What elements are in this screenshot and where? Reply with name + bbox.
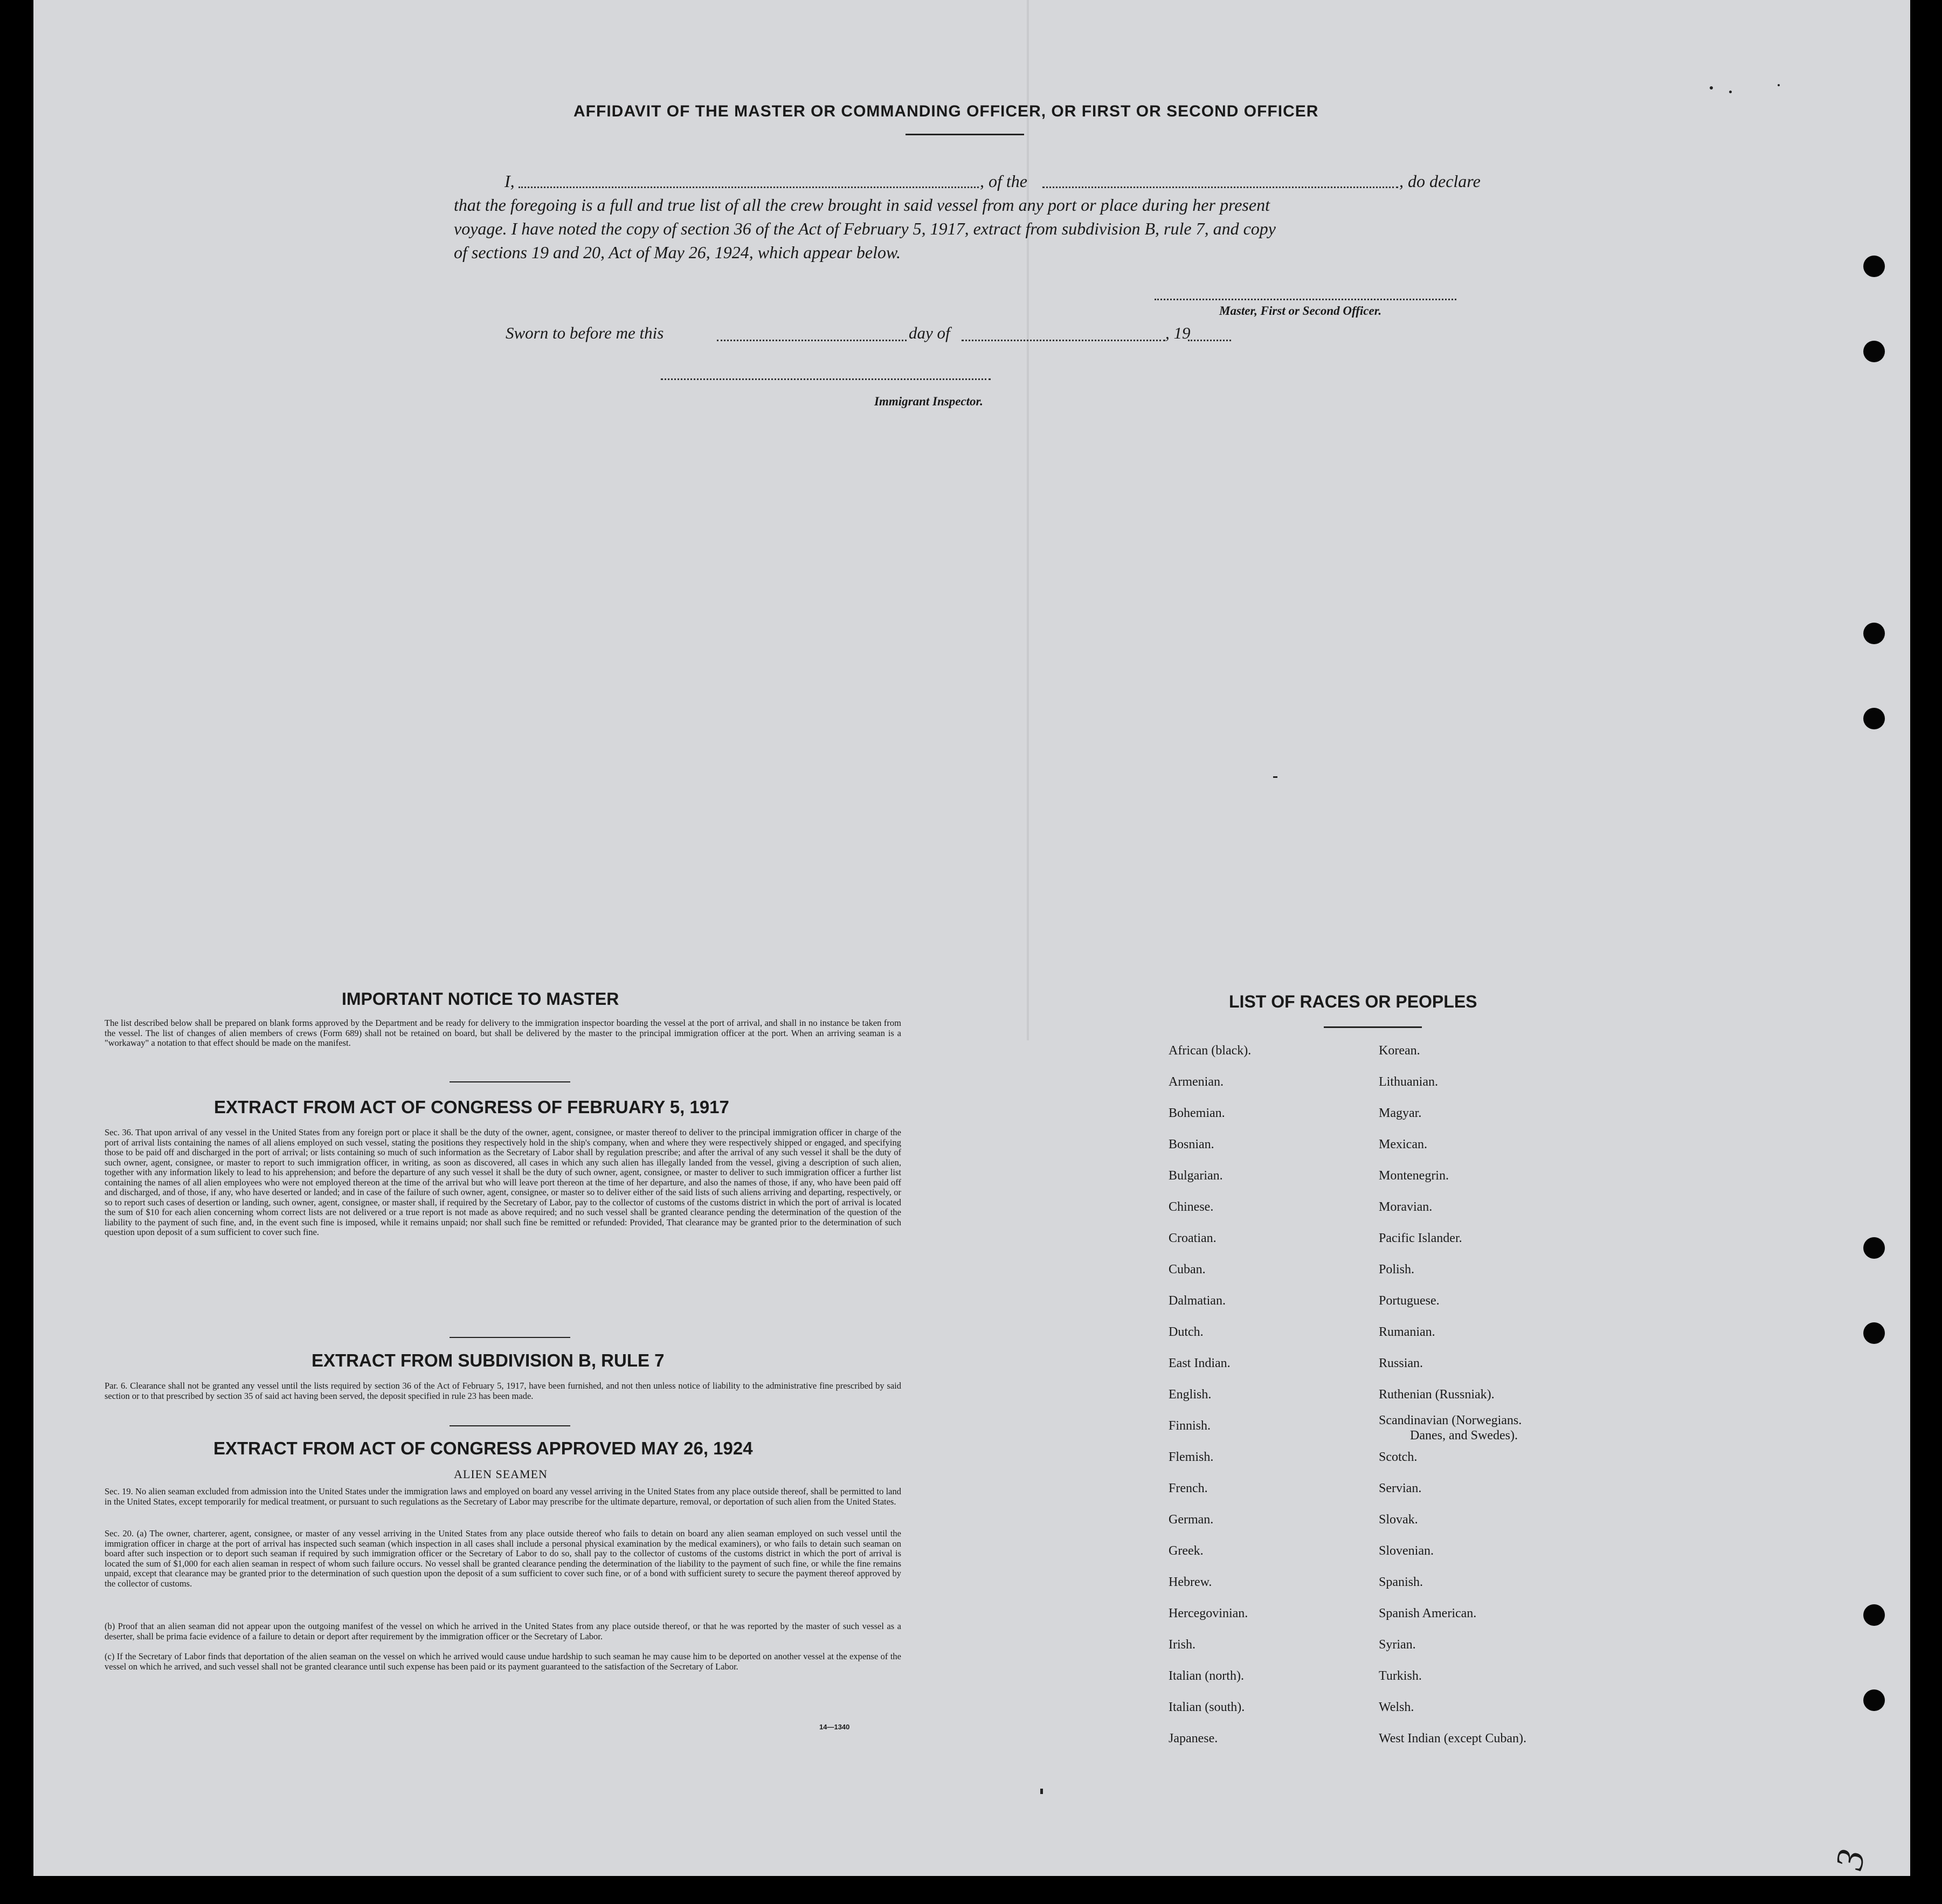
vessel-blank-field[interactable] bbox=[1042, 187, 1398, 188]
race-item: Slovenian. bbox=[1379, 1544, 1434, 1558]
race-item: Magyar. bbox=[1379, 1106, 1422, 1120]
signature-blank-field[interactable] bbox=[1155, 299, 1456, 300]
handwritten-page-number: 3 bbox=[1827, 1846, 1874, 1873]
section-divider bbox=[450, 1337, 570, 1338]
affidavit-title: AFFIDAVIT OF THE MASTER OR COMMANDING OFFICER, OR FIRST OR SECOND OFFICER bbox=[573, 102, 1319, 120]
race-item: Dutch. bbox=[1169, 1325, 1204, 1339]
notice-title: IMPORTANT NOTICE TO MASTER bbox=[342, 989, 619, 1009]
alien-seamen-subtitle: ALIEN SEAMEN bbox=[454, 1467, 548, 1481]
extract-1924-sec20b: (b) Proof that an alien seaman did not appear upon the outgoing manifest of the vessel on which he arrived in the United States from any place outside thereof, or that he was reported by the master of such vessel as a deserter, shall be prima facie evidence of a failure to detain or deport after requirement by the immigration officer or the Secretary of Labor. bbox=[105, 1621, 901, 1641]
race-item: Cuban. bbox=[1169, 1263, 1206, 1277]
race-item: Spanish. bbox=[1379, 1575, 1423, 1589]
ink-speck bbox=[1778, 84, 1780, 86]
extract-1924-sec20a: Sec. 20. (a) The owner, charterer, agent, consignee, or master of any vessel arriving in the United States from any place outside thereof who fails to detain on board any alien seaman employed on such vessel until the immigration officer in charge at the port of arrival has inspected such seaman (which inspection in all cases shall include a personal physical examination by the medical examiners), or who fails to detain such seaman on board after such inspection or to deport such seaman if required by such immigration officer or the Secretary of Labor to do so, shall pay to the collector of customs of the customs district in which the port of arrival is located the sum of $1,000 for each alien seaman in respect of whom such failure occurs. No vessel shall be granted clearance pending the determination of the liability to the payment of such fine, or while the fine remains unpaid, except that clearance may be granted prior to the determination of such question upon the deposit of a sum sufficient to cover such fine, or of a bond with sufficient surety to secure the payment thereof approved by the collector of customs. bbox=[105, 1528, 901, 1589]
binder-hole bbox=[1863, 1604, 1885, 1626]
race-item: Slovak. bbox=[1379, 1513, 1418, 1527]
race-item: Montenegrin. bbox=[1379, 1169, 1449, 1183]
extract-rule7-text: Par. 6. Clearance shall not be granted any vessel until the lists required by section 36 of the Act of February 5, 1917, have been furnished, and not then unless notice of liability to the administrative fine prescribed by said section or to that prescribed by section 35 of said act having been served, the deposit specified in rule 23 has been made. bbox=[105, 1381, 901, 1401]
form-sheet bbox=[33, 0, 1910, 1876]
binder-hole bbox=[1863, 1237, 1885, 1259]
inspector-label: Immigrant Inspector. bbox=[874, 395, 983, 408]
race-item: West Indian (except Cuban). bbox=[1379, 1731, 1526, 1746]
race-item: Danes, and Swedes). bbox=[1410, 1429, 1518, 1443]
race-item: Russian. bbox=[1379, 1356, 1423, 1370]
extract-1917-title: EXTRACT FROM ACT OF CONGRESS OF FEBRUARY 5, 1917 bbox=[214, 1097, 729, 1117]
affidavit-i: I, bbox=[504, 171, 515, 191]
notice-text: The list described below shall be prepared on blank forms approved by the Department and be ready for delivery to the immigration inspector boarding the vessel at the port of arrival, and shall in no instance be taken from the vessel. The list of changes of alien members of crews (Form 689) shall not be retained on board, but shall be delivered by the master to the principal immigration officer at the port. When an arriving seaman is a "workaway" a notation to that effect should be made on the manifest. bbox=[105, 1018, 901, 1048]
race-item: Rumanian. bbox=[1379, 1325, 1435, 1339]
binder-hole bbox=[1863, 623, 1885, 644]
race-item: Lithuanian. bbox=[1379, 1075, 1438, 1089]
race-item: African (black). bbox=[1169, 1044, 1252, 1058]
extract-1924-sec20c: (c) If the Secretary of Labor finds that deportation of the alien seaman on the vessel on which he arrived would cause undue hardship to such seaman he may cause him to be deported on another vessel at the expense of the vessel on which he arrived, and such vessel shall not be granted clearance until such expense has been paid or its payment guaranteed to the satisfaction of the Secretary of Labor. bbox=[105, 1651, 901, 1672]
race-item: Bosnian. bbox=[1169, 1137, 1214, 1151]
race-item: Ruthenian (Russniak). bbox=[1379, 1388, 1495, 1402]
race-item: East Indian. bbox=[1169, 1356, 1231, 1370]
inspector-signature-blank[interactable] bbox=[661, 378, 991, 380]
binder-hole bbox=[1863, 256, 1885, 277]
race-item: Korean. bbox=[1379, 1044, 1420, 1058]
binder-hole bbox=[1863, 341, 1885, 362]
extract-1924-sec19: Sec. 19. No alien seaman excluded from admission into the United States under the immigration laws and employed on board any vessel arriving in the United States from any place outside thereof, shall be permitted to land in the United States, except temporarily for medical treatment, or pursuant to such regulations as the Secretary of Labor may prescribe for the ultimate departure, removal, or deportation of such alien from the United States. bbox=[105, 1486, 901, 1507]
race-item: Hercegovinian. bbox=[1169, 1606, 1248, 1620]
ink-speck bbox=[1273, 776, 1277, 778]
affidavit-body-line: that the foregoing is a full and true list of all the crew brought in said vessel from any port or place during her present bbox=[454, 195, 1270, 215]
race-item: Polish. bbox=[1379, 1263, 1415, 1277]
title-underline bbox=[906, 134, 1024, 135]
ink-speck bbox=[1729, 91, 1732, 93]
affidavit-of-the: , of the bbox=[980, 171, 1027, 191]
race-item: Japanese. bbox=[1169, 1731, 1218, 1746]
race-item: English. bbox=[1169, 1388, 1212, 1402]
sworn-month-blank[interactable] bbox=[962, 340, 1165, 341]
sworn-prefix: Sworn to before me this bbox=[506, 323, 664, 342]
race-item: Spanish American. bbox=[1379, 1606, 1477, 1620]
binder-hole bbox=[1863, 1322, 1885, 1344]
race-item: Bohemian. bbox=[1169, 1106, 1225, 1120]
affidavit-body-line: of sections 19 and 20, Act of May 26, 1924, which appear below. bbox=[454, 243, 901, 262]
form-number: 14—1340 bbox=[819, 1723, 850, 1731]
race-item: Servian. bbox=[1379, 1481, 1422, 1495]
race-item: Irish. bbox=[1169, 1638, 1195, 1652]
race-item: Armenian. bbox=[1169, 1075, 1224, 1089]
signature-label: Master, First or Second Officer. bbox=[1219, 304, 1382, 318]
race-item: Turkish. bbox=[1379, 1669, 1422, 1683]
race-item: Chinese. bbox=[1169, 1200, 1214, 1214]
extract-1924-title: EXTRACT FROM ACT OF CONGRESS APPROVED MAY 26, 1924 bbox=[213, 1438, 753, 1458]
race-item: Bulgarian. bbox=[1169, 1169, 1223, 1183]
binder-hole bbox=[1863, 1689, 1885, 1711]
race-item: Flemish. bbox=[1169, 1450, 1214, 1464]
race-item: Welsh. bbox=[1379, 1700, 1414, 1714]
race-item: Pacific Islander. bbox=[1379, 1231, 1462, 1245]
sworn-day-of: day of bbox=[909, 323, 950, 342]
section-divider bbox=[450, 1425, 570, 1426]
race-item: Mexican. bbox=[1379, 1137, 1427, 1151]
race-item: Hebrew. bbox=[1169, 1575, 1212, 1589]
race-item: Italian (north). bbox=[1169, 1669, 1244, 1683]
affidavit-declare: , do declare bbox=[1399, 171, 1481, 191]
race-item: Dalmatian. bbox=[1169, 1294, 1226, 1308]
sworn-year-blank[interactable] bbox=[1188, 340, 1231, 341]
race-item: French. bbox=[1169, 1481, 1208, 1495]
race-item: Italian (south). bbox=[1169, 1700, 1245, 1714]
page-fold-line bbox=[1027, 0, 1029, 1040]
race-item: German. bbox=[1169, 1513, 1214, 1527]
binder-hole bbox=[1863, 708, 1885, 729]
race-item: Scotch. bbox=[1379, 1450, 1418, 1464]
extract-1917-text: Sec. 36. That upon arrival of any vessel in the United States from any foreign port or place it shall be the duty of the owner, agent, consignee, or master thereof to deliver to the principal immigration officer in charge of the port of arrival lists containing the names of all aliens employed on such vessel, stating the positions they respectively hold in the ship's company, when and where they were respectively shipped or engaged, and specifying those to be paid off and discharged in the port of arrival; or lists containing so much of such information as the Secretary of Labor shall by regulation prescribe; and after the arrival of any such vessel it shall be the duty of such owner, agent, consignee, or master to report to such immigration officer, in writing, as soon as discovered, all cases in which any such alien has illegally landed from the vessel, giving a description of such alien, together with any information likely to lead to his apprehension; and before the departure of any such vessel it shall be the duty of such owner, agent, consignee, or master to deliver to such immigration officer a further list containing the names of all alien employees who were not employed thereon at the time of the arrival but who will leave port thereon at the time of her departure, and also the names of those, if any, who have been paid off and discharged, and of those, if any, who have deserted or landed; and in case of the failure of such owner, agent, consignee, or master so to deliver either of the said lists of such aliens arriving and departing, respectively, or so to report such cases of desertion or landing, such owner, agent, consignee, or master shall, if required by the Secretary of Labor, pay to the collector of customs of the customs district in which the port of arrival is located the sum of $10 for each alien concerning whom correct lists are not delivered or a true report is not made as above required; and no such vessel shall be granted clearance pending the determination of the question of the liability to the payment of such fine, and, in the event such fine is imposed, while it remains unpaid; nor shall such fine be remitted or refunded: Provided, That clearance may be granted prior to the determination of such question upon deposit of a sum sufficient to cover such fine. bbox=[105, 1127, 901, 1237]
race-item: Portuguese. bbox=[1379, 1294, 1440, 1308]
affidavit-body-line: voyage. I have noted the copy of section 36 of the Act of February 5, 1917, extract from subdivision B, rule 7, and copy bbox=[454, 219, 1276, 238]
race-item: Syrian. bbox=[1379, 1638, 1416, 1652]
name-blank-field[interactable] bbox=[519, 187, 979, 188]
race-item: Finnish. bbox=[1169, 1419, 1211, 1433]
race-item: Moravian. bbox=[1379, 1200, 1433, 1214]
ink-speck bbox=[1710, 86, 1713, 89]
ink-speck bbox=[1040, 1789, 1043, 1794]
races-title: LIST OF RACES OR PEOPLES bbox=[1229, 992, 1477, 1011]
race-item: Scandinavian (Norwegians. bbox=[1379, 1413, 1522, 1427]
section-divider bbox=[450, 1081, 570, 1082]
race-item: Croatian. bbox=[1169, 1231, 1217, 1245]
extract-rule7-title: EXTRACT FROM SUBDIVISION B, RULE 7 bbox=[312, 1350, 665, 1370]
races-title-underline bbox=[1324, 1026, 1422, 1028]
race-item: Greek. bbox=[1169, 1544, 1204, 1558]
sworn-year: , 19 bbox=[1165, 323, 1191, 342]
sworn-day-blank[interactable] bbox=[717, 340, 907, 341]
